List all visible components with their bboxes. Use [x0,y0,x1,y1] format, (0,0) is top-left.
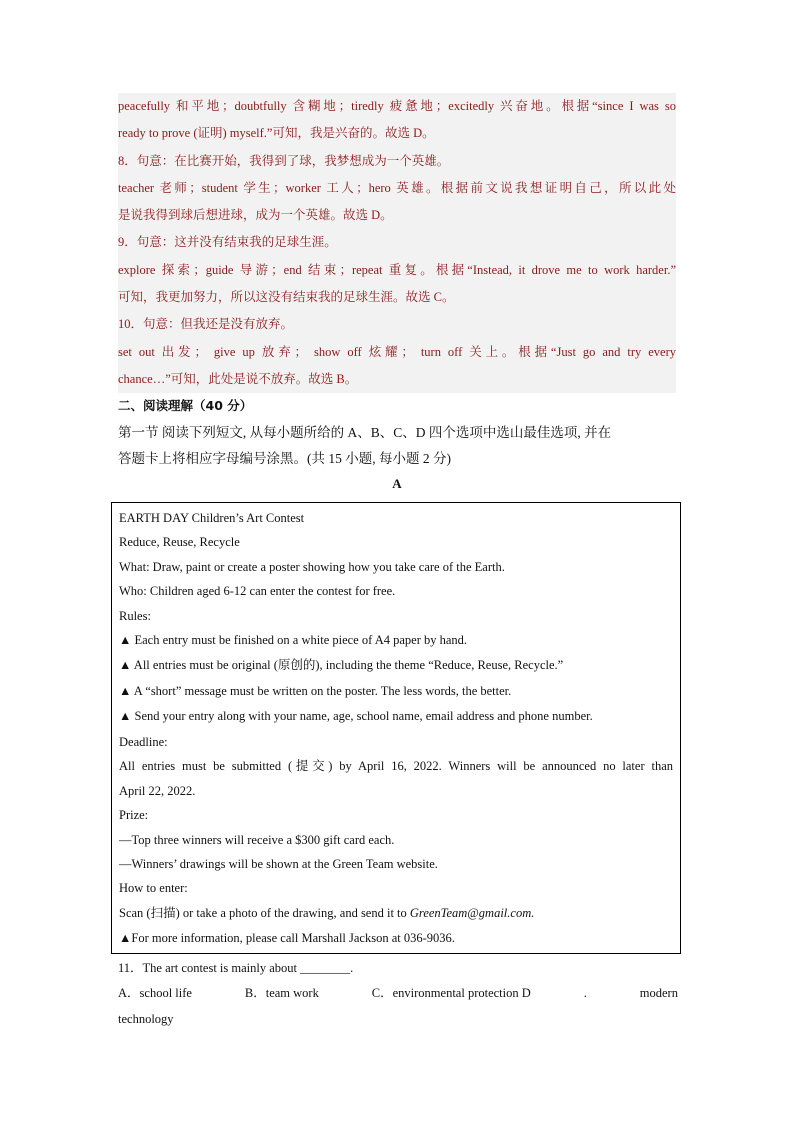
notice-rule: ▲ A “short” message must be written on the poster. The less words, the better. [119,683,512,698]
answer-line: set out 出发； give up 放弃； show off 炫耀； turn off 关上。根据“Just go and try every [118,344,676,359]
notice-deadline-text: All entries must be submitted (提交) by April 16, 2022. Winners will be announced no later than [119,759,673,774]
question-11-options [118,982,678,1004]
section-title: 二、阅读理解（40 分） [118,398,253,413]
answer-line: 9．句意：这并没有结束我的足球生涯。 [118,235,337,250]
answer-line: 可知，我更加努力，所以这没有结束我的足球生涯。故选 C。 [118,290,455,305]
email-address: GreenTeam@gmail.com. [409,905,535,920]
contest-notice-box [111,502,681,954]
answer-line: explore 探索；guide 导游；end 结束；repeat 重复。根据“Instead, it drove me to work harder.” [118,262,676,277]
notice-how-text [119,901,680,927]
instruction-line: 第一节 阅读下列短文, 从每小题所给的 A、B、C、D 四个选项中选山最佳选项, 并在 [118,425,612,440]
answer-line: peacefully 和平地；doubtfully 含糊地；tiredly 疲惫地；excitedly 兴奋地。根据“since I was so [118,99,676,113]
notice-rule: ▲ All entries must be original (原创的), including the theme “Reduce, Reuse, Recycle.” [119,658,564,673]
passage-label: A [392,476,402,491]
notice-who: Who: Children aged 6-12 can enter the contest for free. [119,584,396,599]
question-11-stem: 11．The art contest is mainly about ________. [118,961,354,975]
notice-rule: ▲ Send your entry along with your name, age, school name, email address and phone number. [119,709,593,724]
answer-line: 10．句意：但我还是没有放弃。 [118,317,294,332]
section-instruction [118,420,678,472]
answer-line: ready to prove (证明) myself.”可知，我是兴奋的。故选 D。 [118,126,435,141]
option-b: B．team work [244,986,319,1000]
answer-line: 是说我得到球后想进球，成为一个英雄。故选 D。 [118,208,393,223]
option-c: C．environmental protection D [371,986,531,1000]
notice-subtitle: Reduce, Reuse, Recycle [119,535,240,550]
notice-prize-label: Prize: [119,808,149,823]
answer-line: teacher 老师；student 学生；worker 工人；hero 英雄。根据前文说我想证明自己，所以此处 [118,180,676,195]
how-to-enter-text: Scan (扫描) or take a photo of the drawing, and send it to [119,905,410,920]
notice-prize: —Winners’ drawings will be shown at the Green Team website. [119,856,438,871]
instruction-line: 答题卡上将相应字母编号涂黑。(共 15 小题, 每小题 2 分) [118,451,451,466]
answer-explanation-block [118,93,676,393]
notice-rules-label: Rules: [119,608,151,623]
notice-title: EARTH DAY Children’s Art Contest [119,511,305,525]
notice-deadline-text: April 22, 2022. [119,783,196,798]
answer-line: 8．句意：在比赛开始，我得到了球，我梦想成为一个英雄。 [118,153,450,168]
option-d: modern [639,986,678,1000]
answer-line: chance…”可知，此处是说不放弃。故选 B。 [118,371,358,386]
option-d-continuation: technology [118,1012,174,1026]
notice-rule: ▲ Each entry must be finished on a white piece of A4 paper by hand. [119,632,468,647]
notice-deadline-label: Deadline: [119,734,168,749]
notice-more-info: ▲For more information, please call Marshall Jackson at 036-9036. [119,931,455,946]
notice-prize: —Top three winners will receive a $300 gift card each. [119,832,395,847]
notice-what: What: Draw, paint or create a poster showing how you take care of the Earth. [119,559,505,574]
option-a: A．school life [118,986,192,1000]
option-d-dot: . [583,986,587,1000]
notice-how-label: How to enter: [119,881,188,896]
